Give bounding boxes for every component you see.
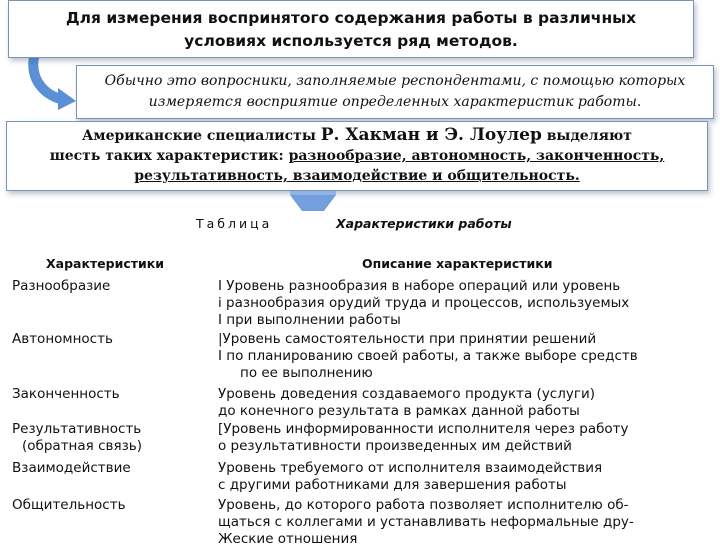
table-name: Характеристики работы — [336, 216, 512, 231]
desc-line: до конечного результата в рамках данной работы — [218, 403, 580, 419]
desc-line: по ее выполнению — [240, 365, 373, 381]
specialists-line2-pre: шесть таких характеристик: — [49, 148, 289, 164]
heading-line2: условиях используется ряд методов. — [184, 32, 518, 50]
column-header-characteristics: Характеристики — [46, 256, 165, 271]
row-description — [218, 421, 688, 455]
note-line1: Обычно это вопросники, заполняемые респондентами, с помощью которых — [104, 73, 686, 89]
note-box — [76, 65, 714, 119]
row-description — [218, 497, 688, 548]
desc-line: i разнообразия орудий труда и процессов, используемых — [218, 295, 630, 311]
desc-line: Жеские отношения — [218, 531, 358, 547]
row-term: Разнообразие — [12, 278, 111, 294]
specialists-line1 — [7, 125, 707, 146]
row-term: Общительность — [12, 497, 126, 513]
note-line2: измеряется восприятие определенных характеристик работы. — [148, 94, 642, 110]
desc-line: с другими работниками для завершения работы — [218, 477, 567, 493]
desc-line: о результативности произведенных им действий — [218, 438, 572, 454]
row-term — [12, 421, 202, 455]
desc-line: I по планированию своей работы, а также выборе средств — [218, 348, 638, 364]
row-description — [218, 278, 688, 329]
desc-line: щаться с коллегами и устанавливать неформальные дру- — [218, 514, 634, 530]
specialists-line2-list: разнообразие, автономность, законченность, — [288, 148, 665, 164]
desc-line: I при выполнении работы — [218, 312, 401, 328]
row-description — [218, 331, 688, 382]
desc-line: Уровень требуемого от исполнителя взаимодействия — [218, 460, 603, 476]
term-line: Результативность — [12, 421, 142, 437]
row-description — [218, 386, 688, 420]
row-description — [218, 460, 688, 494]
desc-line: |Уровень самостоятельности при принятии решений — [218, 331, 597, 347]
specialists-intro: Американские специалисты — [82, 128, 321, 144]
term-line: (обратная связь) — [22, 438, 142, 454]
desc-line: Уровень, до которого работа позволяет исполнителю об- — [218, 497, 629, 513]
desc-line: I Уровень разнообразия в наборе операций или уровень — [218, 278, 621, 294]
specialists-line2 — [7, 146, 707, 166]
row-term: Автономность — [12, 331, 113, 347]
desc-line: [Уровень информированности исполнителя через работу — [218, 421, 629, 437]
specialists-line3-list: результативность, взаимодействие и общительность. — [134, 168, 580, 184]
table-word: Таблица — [196, 216, 273, 231]
row-term: Законченность — [12, 386, 120, 402]
heading-line1: Для измерения воспринятого содержания работы в различных — [65, 9, 637, 27]
column-header-description: Описание характеристики — [362, 256, 553, 271]
heading-box — [8, 0, 694, 58]
specialists-line3 — [7, 166, 707, 186]
specialists-verb: выделяют — [541, 128, 632, 144]
specialists-box — [6, 121, 708, 191]
down-arrow-icon — [290, 189, 336, 215]
desc-line: Уровень доведения создаваемого продукта (услуги) — [218, 386, 595, 402]
specialists-names: Р. Хакман и Э. Лоулер — [320, 125, 542, 145]
row-term: Взаимодействие — [12, 460, 131, 476]
